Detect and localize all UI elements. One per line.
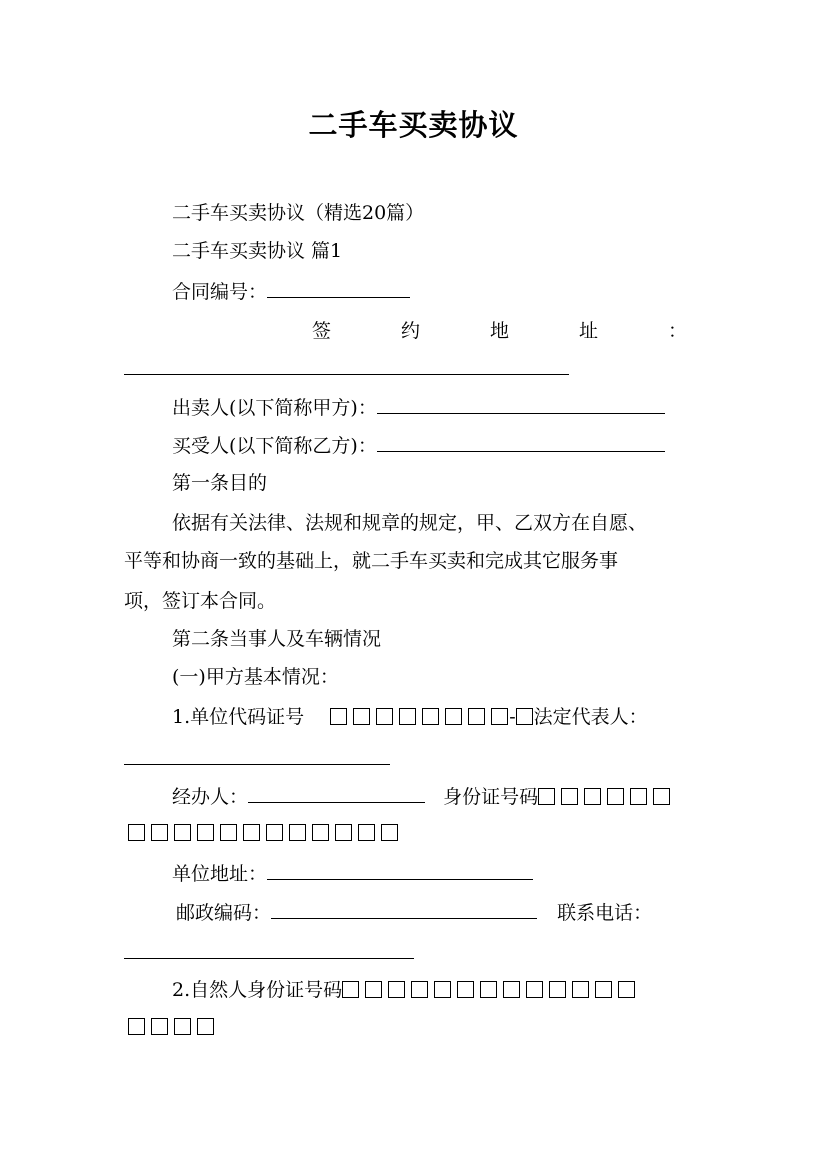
id-digit-box[interactable] [220, 824, 237, 841]
code-check-box[interactable] [516, 708, 533, 725]
code-digit-box[interactable] [399, 708, 416, 725]
unit-address-label: 单位地址： [172, 863, 268, 885]
code-digit-box[interactable] [491, 708, 508, 725]
id-digit-box[interactable] [151, 1018, 168, 1035]
code-digit-box[interactable] [468, 708, 485, 725]
id-digit-box[interactable] [618, 981, 635, 998]
sign-address-char: 地 [489, 320, 509, 342]
id-digit-box[interactable] [174, 1018, 191, 1035]
id-digit-box[interactable] [572, 981, 589, 998]
postal-phone-row [176, 900, 652, 925]
party-a-heading: (一)甲方基本情况： [172, 666, 339, 688]
document-subtitle: 二手车买卖协议（精选20篇） [172, 202, 425, 224]
postal-code-field[interactable] [271, 900, 537, 919]
id-digit-box[interactable] [365, 981, 382, 998]
article1-title: 第一条目的 [172, 472, 268, 494]
phone-field[interactable] [124, 958, 414, 959]
contract-number-field[interactable] [267, 279, 410, 298]
article2-title: 第二条当事人及车辆情况 [172, 628, 382, 650]
sign-address-char: 签 [312, 320, 332, 342]
id-digit-box[interactable] [561, 788, 578, 805]
contract-number-row [172, 279, 410, 304]
postal-code-label: 邮政编码： [176, 902, 272, 924]
handler-field[interactable] [248, 784, 425, 803]
id-digit-box[interactable] [358, 824, 375, 841]
id-digit-box[interactable] [584, 788, 601, 805]
id-number-label: 身份证号码 [443, 786, 539, 808]
id-digit-box[interactable] [457, 981, 474, 998]
id-digit-box[interactable] [549, 981, 566, 998]
id-digit-box[interactable] [197, 824, 214, 841]
handler-row [172, 784, 676, 809]
code-digit-box[interactable] [422, 708, 439, 725]
unit-address-row [172, 861, 533, 886]
id-digit-box[interactable] [151, 824, 168, 841]
phone-label: 联系电话： [557, 902, 653, 924]
buyer-label: 买受人(以下简称乙方)： [172, 435, 377, 457]
id-digit-box[interactable] [128, 1018, 145, 1035]
sign-address-label [312, 316, 687, 343]
id-digit-box[interactable] [480, 981, 497, 998]
id-digit-box[interactable] [595, 981, 612, 998]
legal-rep-label: 法定代表人： [533, 706, 648, 728]
id-number-continued [128, 821, 404, 845]
section-heading: 二手车买卖协议 篇1 [172, 240, 343, 262]
buyer-field[interactable] [377, 433, 665, 452]
handler-label: 经办人： [172, 786, 249, 808]
id-digit-box[interactable] [653, 788, 670, 805]
sign-address-char: 址 [578, 320, 598, 342]
id-digit-box[interactable] [266, 824, 283, 841]
code-dash: - [509, 706, 516, 728]
id-digit-box[interactable] [289, 824, 306, 841]
code-digit-box[interactable] [376, 708, 393, 725]
item2-row [172, 978, 641, 1002]
item2-label: 2.自然人身份证号码 [172, 979, 343, 1001]
id-digit-box[interactable] [388, 981, 405, 998]
article1-text-line: 依据有关法律、法规和规章的规定，甲、乙双方在自愿、 [172, 512, 648, 534]
id-digit-box[interactable] [607, 788, 624, 805]
article1-text-line: 平等和协商一致的基础上，就二手车买卖和完成其它服务事 [124, 550, 619, 572]
article1-text-line: 项，签订本合同。 [124, 590, 277, 612]
id-digit-box[interactable] [381, 824, 398, 841]
id-digit-box[interactable] [128, 824, 145, 841]
id-digit-box[interactable] [342, 981, 359, 998]
id-digit-box[interactable] [526, 981, 543, 998]
item1-row [172, 705, 648, 729]
code-digit-box[interactable] [330, 708, 347, 725]
unit-address-field[interactable] [267, 861, 533, 880]
id-digit-box[interactable] [312, 824, 329, 841]
sign-address-char: ： [667, 320, 687, 342]
id-digit-box[interactable] [434, 981, 451, 998]
id-digit-box[interactable] [503, 981, 520, 998]
item1-label: 1.单位代码证号 [172, 706, 305, 728]
id-digit-box[interactable] [538, 788, 555, 805]
sign-address-field[interactable] [124, 374, 569, 375]
code-digit-box[interactable] [353, 708, 370, 725]
seller-field[interactable] [377, 395, 665, 414]
contract-number-label: 合同编号： [172, 281, 268, 303]
seller-row [172, 395, 665, 420]
sign-address-char: 约 [400, 320, 420, 342]
id-digit-box[interactable] [243, 824, 260, 841]
id-digit-box[interactable] [197, 1018, 214, 1035]
id-digit-box[interactable] [335, 824, 352, 841]
seller-label: 出卖人(以下简称甲方)： [172, 397, 377, 419]
legal-rep-field[interactable] [124, 764, 390, 765]
item2-continued [128, 1015, 220, 1039]
document-title: 二手车买卖协议 [308, 108, 519, 142]
id-digit-box[interactable] [411, 981, 428, 998]
id-digit-box[interactable] [630, 788, 647, 805]
id-digit-box[interactable] [174, 824, 191, 841]
code-digit-box[interactable] [445, 708, 462, 725]
buyer-row [172, 433, 665, 458]
